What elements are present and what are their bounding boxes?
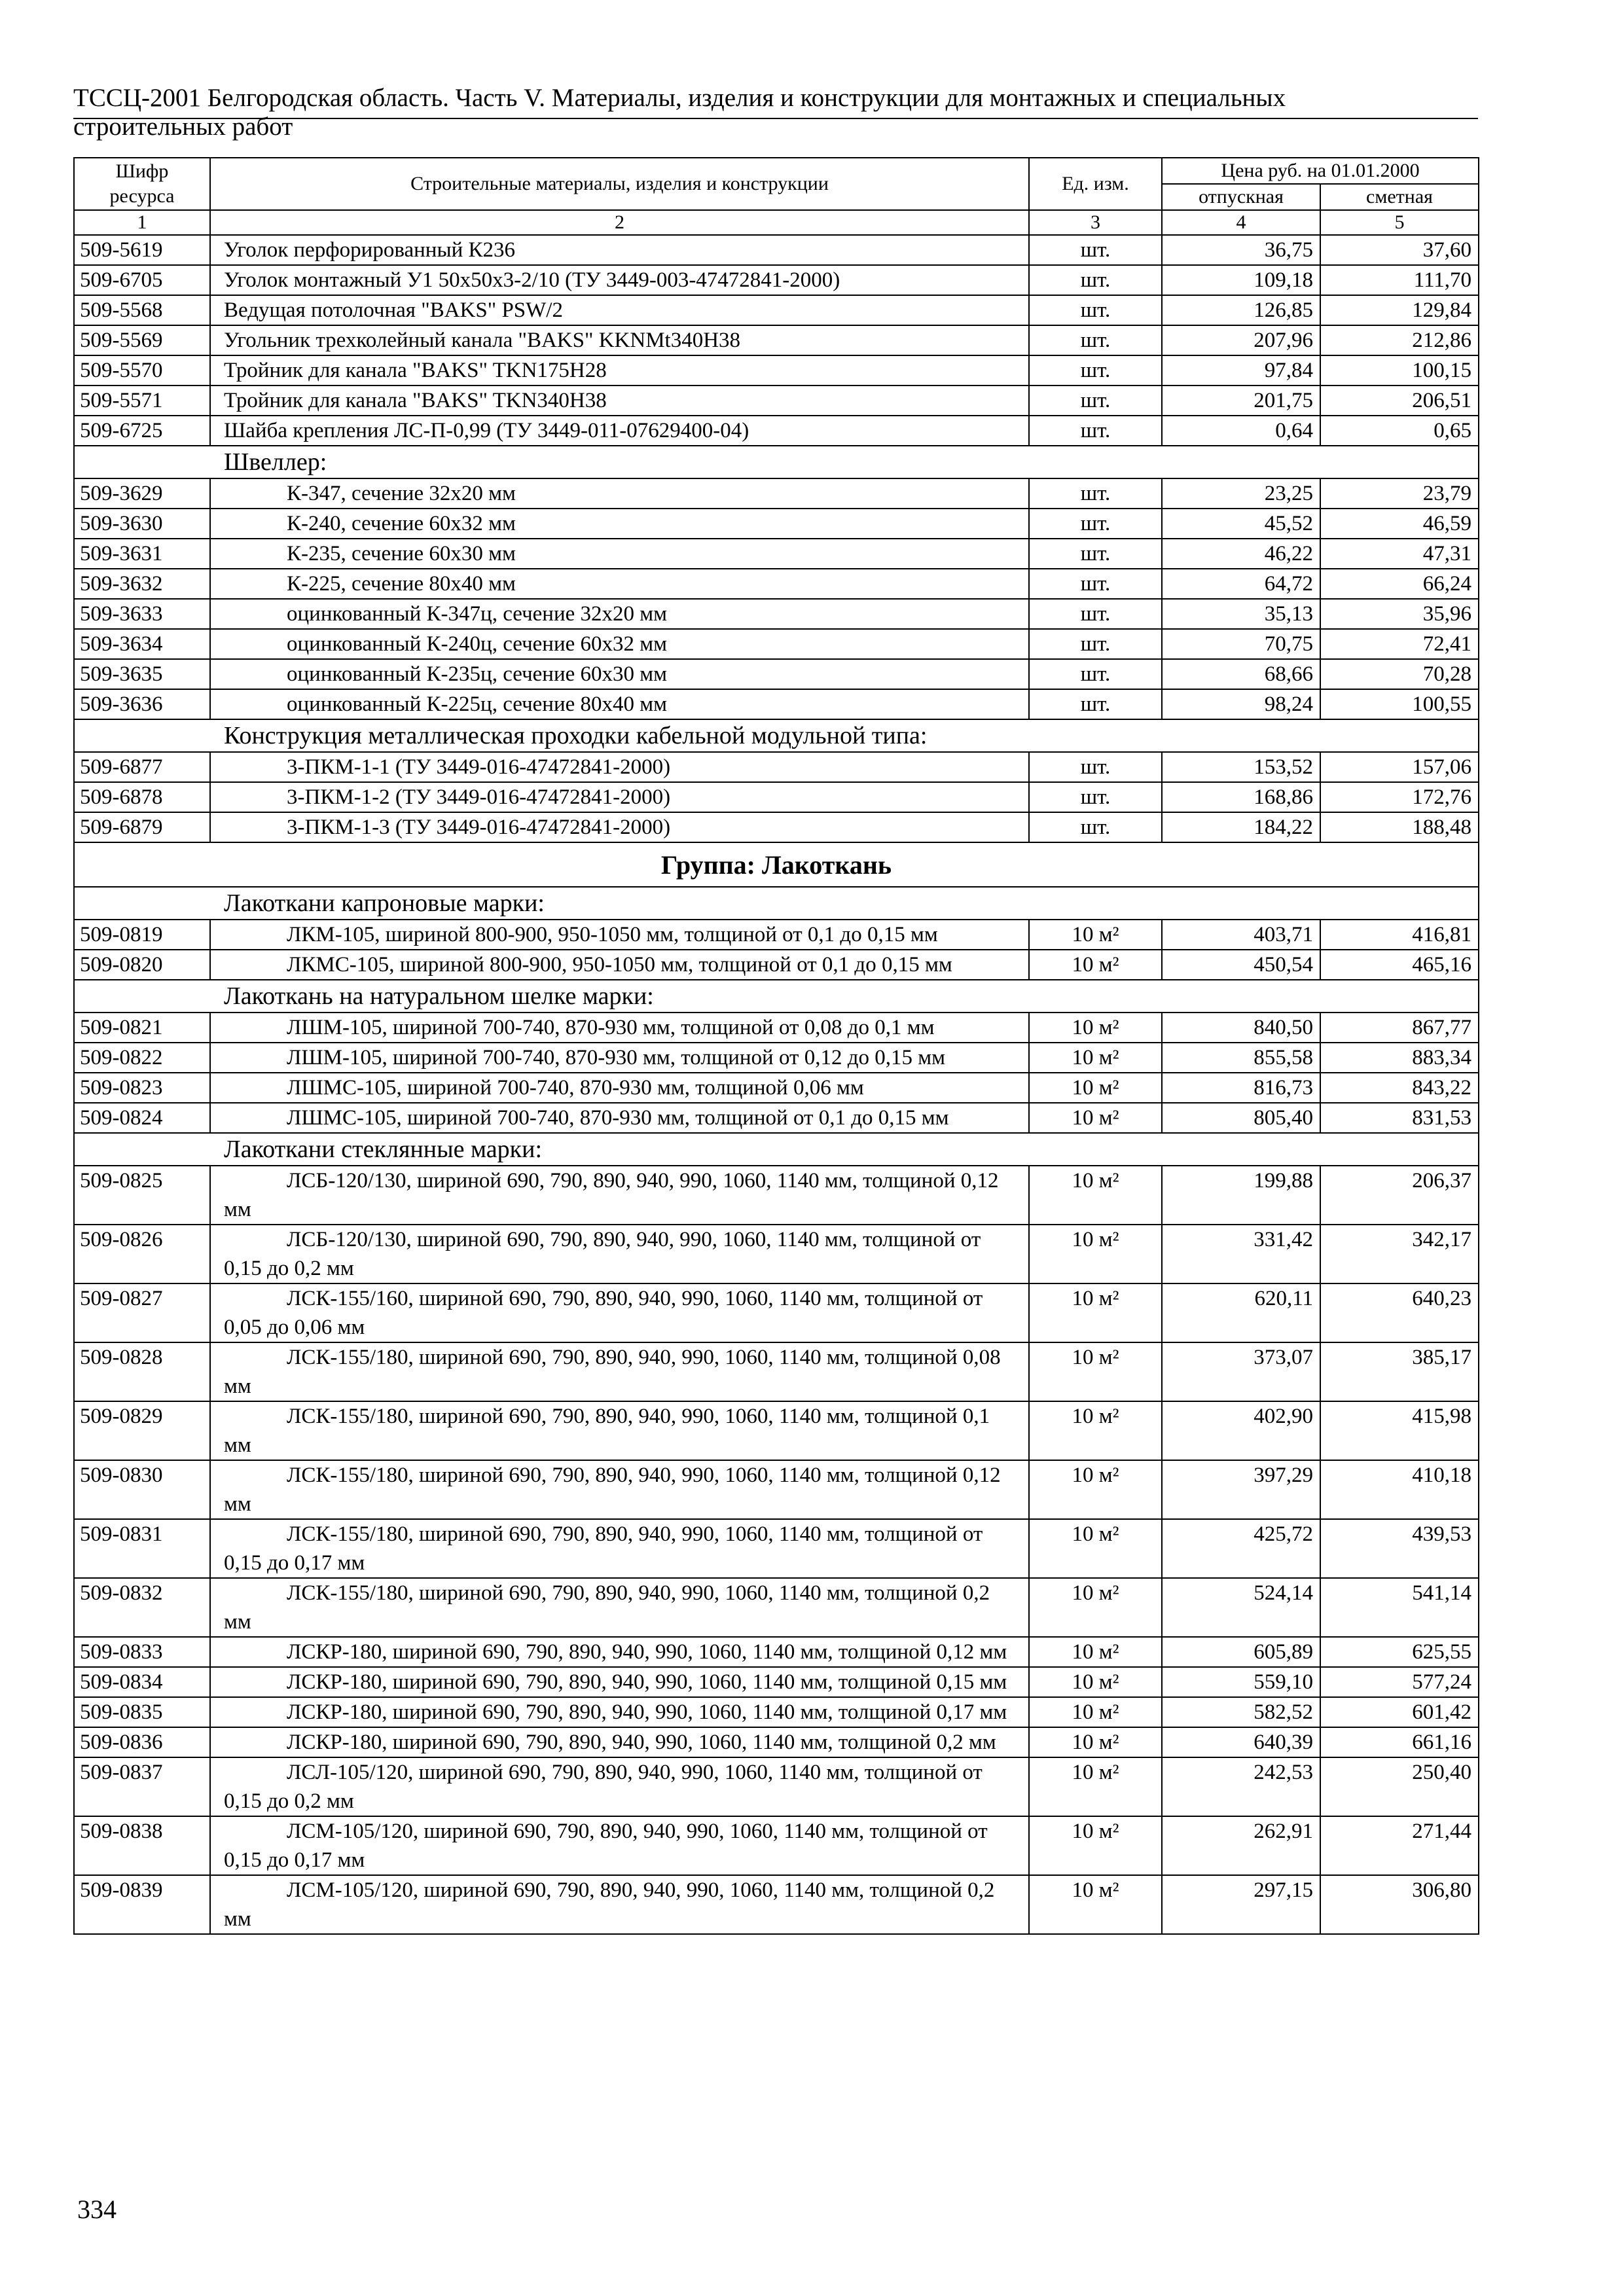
price-release: 98,24 bbox=[1162, 689, 1320, 719]
unit-of-measure: шт. bbox=[1029, 629, 1162, 659]
price-release: 524,14 bbox=[1162, 1578, 1320, 1637]
price-release: 331,42 bbox=[1162, 1225, 1320, 1283]
unit-of-measure: шт. bbox=[1029, 752, 1162, 782]
price-estimate: 415,98 bbox=[1320, 1401, 1479, 1460]
material-name: ЛСК-155/180, шириной 690, 790, 890, 940, 990, 1060, 1140 мм, толщиной 0,12 мм bbox=[210, 1460, 1029, 1519]
price-estimate: 23,79 bbox=[1320, 478, 1479, 509]
resource-code: 509-0824 bbox=[74, 1103, 210, 1133]
price-release: 402,90 bbox=[1162, 1401, 1320, 1460]
price-release: 45,52 bbox=[1162, 509, 1320, 539]
material-name: оцинкованный К-347ц, сечение 32х20 мм bbox=[210, 599, 1029, 629]
table-body bbox=[74, 235, 1479, 1934]
table-row bbox=[74, 1013, 1479, 1043]
resource-code: 509-0836 bbox=[74, 1727, 210, 1757]
unit-of-measure: 10 м² bbox=[1029, 950, 1162, 980]
material-name: 3-ПКМ-1-3 (ТУ 3449-016-47472841-2000) bbox=[210, 812, 1029, 842]
table-row bbox=[74, 1757, 1479, 1816]
material-name: 3-ПКМ-1-1 (ТУ 3449-016-47472841-2000) bbox=[210, 752, 1029, 782]
unit-of-measure: 10 м² bbox=[1029, 1637, 1162, 1667]
price-release: 109,18 bbox=[1162, 265, 1320, 295]
price-estimate: 72,41 bbox=[1320, 629, 1479, 659]
material-name: ЛСК-155/180, шириной 690, 790, 890, 940, 990, 1060, 1140 мм, толщиной 0,1 мм bbox=[210, 1401, 1029, 1460]
table-row bbox=[74, 1697, 1479, 1727]
price-release: 70,75 bbox=[1162, 629, 1320, 659]
material-name: ЛКМ-105, шириной 800-900, 950-1050 мм, толщиной от 0,1 до 0,15 мм bbox=[210, 920, 1029, 950]
resource-code: 509-6705 bbox=[74, 265, 210, 295]
price-estimate: 541,14 bbox=[1320, 1578, 1479, 1637]
group-row bbox=[74, 842, 1479, 887]
price-estimate: 831,53 bbox=[1320, 1103, 1479, 1133]
unit-of-measure: шт. bbox=[1029, 599, 1162, 629]
table-row bbox=[74, 629, 1479, 659]
unit-of-measure: шт. bbox=[1029, 539, 1162, 569]
subgroup-title: Конструкция металлическая проходки кабельной модульной типа: bbox=[74, 719, 1479, 752]
unit-of-measure: 10 м² bbox=[1029, 1578, 1162, 1637]
unit-of-measure: шт. bbox=[1029, 325, 1162, 355]
unit-of-measure: 10 м² bbox=[1029, 1013, 1162, 1043]
resource-code: 509-5619 bbox=[74, 235, 210, 265]
price-release: 425,72 bbox=[1162, 1519, 1320, 1578]
unit-of-measure: 10 м² bbox=[1029, 1460, 1162, 1519]
resource-code: 509-0822 bbox=[74, 1043, 210, 1073]
material-name: Шайба крепления ЛС-П-0,99 (ТУ 3449-011-07629400-04) bbox=[210, 416, 1029, 446]
header-rule bbox=[73, 118, 1478, 119]
column-number: 4 bbox=[1162, 210, 1320, 235]
material-name: ЛСЛ-105/120, шириной 690, 790, 890, 940, 990, 1060, 1140 мм, толщиной от 0,15 до 0,2 мм bbox=[210, 1757, 1029, 1816]
resource-code: 509-5570 bbox=[74, 355, 210, 386]
price-estimate: 439,53 bbox=[1320, 1519, 1479, 1578]
price-release: 559,10 bbox=[1162, 1667, 1320, 1697]
price-release: 373,07 bbox=[1162, 1342, 1320, 1401]
resource-code: 509-5571 bbox=[74, 386, 210, 416]
resource-code: 509-0830 bbox=[74, 1460, 210, 1519]
table-row bbox=[74, 1727, 1479, 1757]
material-name: Уголок перфорированный К236 bbox=[210, 235, 1029, 265]
resource-code: 509-6879 bbox=[74, 812, 210, 842]
price-estimate: 70,28 bbox=[1320, 659, 1479, 689]
table-header-row bbox=[74, 158, 1479, 184]
table-row bbox=[74, 1578, 1479, 1637]
material-name: ЛСК-155/160, шириной 690, 790, 890, 940, 990, 1060, 1140 мм, толщиной от 0,05 до 0,06 мм bbox=[210, 1283, 1029, 1342]
price-release: 35,13 bbox=[1162, 599, 1320, 629]
subgroup-row bbox=[74, 446, 1479, 478]
price-table bbox=[73, 157, 1479, 1935]
resource-code: 509-0829 bbox=[74, 1401, 210, 1460]
unit-of-measure: шт. bbox=[1029, 782, 1162, 812]
table-row bbox=[74, 812, 1479, 842]
price-release: 64,72 bbox=[1162, 569, 1320, 599]
resource-code: 509-3630 bbox=[74, 509, 210, 539]
table-row bbox=[74, 235, 1479, 265]
price-estimate: 46,59 bbox=[1320, 509, 1479, 539]
material-name: ЛСКР-180, шириной 690, 790, 890, 940, 990, 1060, 1140 мм, толщиной 0,17 мм bbox=[210, 1697, 1029, 1727]
resource-code: 509-3629 bbox=[74, 478, 210, 509]
unit-of-measure: 10 м² bbox=[1029, 1667, 1162, 1697]
price-release: 855,58 bbox=[1162, 1043, 1320, 1073]
price-release: 153,52 bbox=[1162, 752, 1320, 782]
price-release: 297,15 bbox=[1162, 1875, 1320, 1934]
price-release: 199,88 bbox=[1162, 1166, 1320, 1225]
table-row bbox=[74, 539, 1479, 569]
resource-code: 509-0821 bbox=[74, 1013, 210, 1043]
table-row bbox=[74, 1073, 1479, 1103]
material-name: оцинкованный К-225ц, сечение 80х40 мм bbox=[210, 689, 1029, 719]
price-estimate: 47,31 bbox=[1320, 539, 1479, 569]
table-row bbox=[74, 1225, 1479, 1283]
price-estimate: 37,60 bbox=[1320, 235, 1479, 265]
price-release: 620,11 bbox=[1162, 1283, 1320, 1342]
resource-code: 509-0826 bbox=[74, 1225, 210, 1283]
price-estimate: 306,80 bbox=[1320, 1875, 1479, 1934]
resource-code: 509-0825 bbox=[74, 1166, 210, 1225]
unit-of-measure: 10 м² bbox=[1029, 1073, 1162, 1103]
unit-of-measure: шт. bbox=[1029, 386, 1162, 416]
price-release: 640,39 bbox=[1162, 1727, 1320, 1757]
price-estimate: 601,42 bbox=[1320, 1697, 1479, 1727]
unit-of-measure: 10 м² bbox=[1029, 1757, 1162, 1816]
subgroup-title: Лакоткани капроновые марки: bbox=[74, 887, 1479, 920]
header-code: Шифр ресурса bbox=[74, 158, 210, 210]
table-row bbox=[74, 950, 1479, 980]
table-row bbox=[74, 1667, 1479, 1697]
price-estimate: 188,48 bbox=[1320, 812, 1479, 842]
table-row bbox=[74, 1103, 1479, 1133]
header-price-estimate: сметная bbox=[1320, 184, 1479, 210]
price-release: 0,64 bbox=[1162, 416, 1320, 446]
column-number: 3 bbox=[1029, 210, 1162, 235]
table-row bbox=[74, 1816, 1479, 1875]
subgroup-title: Лакоткани стеклянные марки: bbox=[74, 1133, 1479, 1166]
table-row bbox=[74, 1519, 1479, 1578]
unit-of-measure: 10 м² bbox=[1029, 920, 1162, 950]
unit-of-measure: шт. bbox=[1029, 812, 1162, 842]
price-estimate: 0,65 bbox=[1320, 416, 1479, 446]
unit-of-measure: шт. bbox=[1029, 689, 1162, 719]
resource-code: 509-0831 bbox=[74, 1519, 210, 1578]
table-row bbox=[74, 1460, 1479, 1519]
unit-of-measure: 10 м² bbox=[1029, 1697, 1162, 1727]
price-estimate: 100,15 bbox=[1320, 355, 1479, 386]
material-name: ЛСК-155/180, шириной 690, 790, 890, 940, 990, 1060, 1140 мм, толщиной 0,08 мм bbox=[210, 1342, 1029, 1401]
resource-code: 509-5568 bbox=[74, 295, 210, 325]
material-name: ЛСМ-105/120, шириной 690, 790, 890, 940, 990, 1060, 1140 мм, толщиной от 0,15 до 0,17 мм bbox=[210, 1816, 1029, 1875]
price-estimate: 465,16 bbox=[1320, 950, 1479, 980]
unit-of-measure: 10 м² bbox=[1029, 1519, 1162, 1578]
page-number: 334 bbox=[77, 2195, 117, 2224]
subgroup-row bbox=[74, 887, 1479, 920]
column-number: 1 bbox=[74, 210, 210, 235]
price-release: 605,89 bbox=[1162, 1637, 1320, 1667]
material-name: ЛШМ-105, шириной 700-740, 870-930 мм, толщиной от 0,12 до 0,15 мм bbox=[210, 1043, 1029, 1073]
material-name: К-235, сечение 60х30 мм bbox=[210, 539, 1029, 569]
document-header bbox=[73, 84, 1478, 141]
column-number: 5 bbox=[1320, 210, 1479, 235]
price-release: 36,75 bbox=[1162, 235, 1320, 265]
price-estimate: 100,55 bbox=[1320, 689, 1479, 719]
resource-code: 509-0834 bbox=[74, 1667, 210, 1697]
price-release: 840,50 bbox=[1162, 1013, 1320, 1043]
price-release: 46,22 bbox=[1162, 539, 1320, 569]
price-estimate: 577,24 bbox=[1320, 1667, 1479, 1697]
material-name: ЛСМ-105/120, шириной 690, 790, 890, 940, 990, 1060, 1140 мм, толщиной 0,2 мм bbox=[210, 1875, 1029, 1934]
header-name: Строительные материалы, изделия и конструкции bbox=[210, 158, 1029, 210]
unit-of-measure: 10 м² bbox=[1029, 1043, 1162, 1073]
price-estimate: 206,37 bbox=[1320, 1166, 1479, 1225]
price-release: 582,52 bbox=[1162, 1697, 1320, 1727]
table-row bbox=[74, 920, 1479, 950]
resource-code: 509-0823 bbox=[74, 1073, 210, 1103]
unit-of-measure: шт. bbox=[1029, 235, 1162, 265]
price-release: 207,96 bbox=[1162, 325, 1320, 355]
table-row bbox=[74, 416, 1479, 446]
resource-code: 509-6725 bbox=[74, 416, 210, 446]
price-release: 126,85 bbox=[1162, 295, 1320, 325]
resource-code: 509-3636 bbox=[74, 689, 210, 719]
subgroup-row bbox=[74, 980, 1479, 1013]
column-number: 2 bbox=[210, 210, 1029, 235]
unit-of-measure: шт. bbox=[1029, 295, 1162, 325]
table-row bbox=[74, 325, 1479, 355]
price-estimate: 867,77 bbox=[1320, 1013, 1479, 1043]
material-name: К-225, сечение 80х40 мм bbox=[210, 569, 1029, 599]
material-name: ЛШМ-105, шириной 700-740, 870-930 мм, толщиной от 0,08 до 0,1 мм bbox=[210, 1013, 1029, 1043]
price-estimate: 212,86 bbox=[1320, 325, 1479, 355]
price-release: 242,53 bbox=[1162, 1757, 1320, 1816]
header-unit: Ед. изм. bbox=[1029, 158, 1162, 210]
material-name: Угольник трехколейный канала "BAKS" KKNMt340H38 bbox=[210, 325, 1029, 355]
subgroup-row bbox=[74, 1133, 1479, 1166]
resource-code: 509-0820 bbox=[74, 950, 210, 980]
material-name: ЛСК-155/180, шириной 690, 790, 890, 940, 990, 1060, 1140 мм, толщиной от 0,15 до 0,17 мм bbox=[210, 1519, 1029, 1578]
material-name: ЛСКР-180, шириной 690, 790, 890, 940, 990, 1060, 1140 мм, толщиной 0,15 мм bbox=[210, 1667, 1029, 1697]
price-release: 168,86 bbox=[1162, 782, 1320, 812]
material-name: ЛСБ-120/130, шириной 690, 790, 890, 940, 990, 1060, 1140 мм, толщиной от 0,15 до 0,2 мм bbox=[210, 1225, 1029, 1283]
table-row bbox=[74, 599, 1479, 629]
price-release: 816,73 bbox=[1162, 1073, 1320, 1103]
resource-code: 509-6878 bbox=[74, 782, 210, 812]
resource-code: 509-0819 bbox=[74, 920, 210, 950]
resource-code: 509-0827 bbox=[74, 1283, 210, 1342]
resource-code: 509-3635 bbox=[74, 659, 210, 689]
price-release: 403,71 bbox=[1162, 920, 1320, 950]
material-name: ЛКМС-105, шириной 800-900, 950-1050 мм, толщиной от 0,1 до 0,15 мм bbox=[210, 950, 1029, 980]
table-row bbox=[74, 1637, 1479, 1667]
table-row bbox=[74, 1166, 1479, 1225]
price-release: 23,25 bbox=[1162, 478, 1320, 509]
table-row bbox=[74, 1875, 1479, 1934]
unit-of-measure: шт. bbox=[1029, 478, 1162, 509]
unit-of-measure: 10 м² bbox=[1029, 1103, 1162, 1133]
table-row bbox=[74, 295, 1479, 325]
price-estimate: 271,44 bbox=[1320, 1816, 1479, 1875]
subgroup-row bbox=[74, 719, 1479, 752]
unit-of-measure: шт. bbox=[1029, 509, 1162, 539]
price-estimate: 416,81 bbox=[1320, 920, 1479, 950]
unit-of-measure: 10 м² bbox=[1029, 1401, 1162, 1460]
material-name: Тройник для канала "BAKS" TKN340H38 bbox=[210, 386, 1029, 416]
price-release: 450,54 bbox=[1162, 950, 1320, 980]
price-release: 262,91 bbox=[1162, 1816, 1320, 1875]
resource-code: 509-0839 bbox=[74, 1875, 210, 1934]
table-row bbox=[74, 1401, 1479, 1460]
material-name: ЛСКР-180, шириной 690, 790, 890, 940, 990, 1060, 1140 мм, толщиной 0,2 мм bbox=[210, 1727, 1029, 1757]
unit-of-measure: шт. bbox=[1029, 569, 1162, 599]
price-release: 201,75 bbox=[1162, 386, 1320, 416]
group-title: Группа: Лакоткань bbox=[74, 842, 1479, 887]
price-estimate: 843,22 bbox=[1320, 1073, 1479, 1103]
price-estimate: 172,76 bbox=[1320, 782, 1479, 812]
table-row bbox=[74, 782, 1479, 812]
unit-of-measure: шт. bbox=[1029, 265, 1162, 295]
unit-of-measure: 10 м² bbox=[1029, 1283, 1162, 1342]
material-name: 3-ПКМ-1-2 (ТУ 3449-016-47472841-2000) bbox=[210, 782, 1029, 812]
subgroup-title: Лакоткань на натуральном шелке марки: bbox=[74, 980, 1479, 1013]
price-release: 397,29 bbox=[1162, 1460, 1320, 1519]
table-row bbox=[74, 509, 1479, 539]
unit-of-measure: 10 м² bbox=[1029, 1166, 1162, 1225]
table-row bbox=[74, 689, 1479, 719]
material-name: К-240, сечение 60х32 мм bbox=[210, 509, 1029, 539]
table-row bbox=[74, 478, 1479, 509]
resource-code: 509-3634 bbox=[74, 629, 210, 659]
resource-code: 509-0837 bbox=[74, 1757, 210, 1816]
table-row bbox=[74, 355, 1479, 386]
table-row bbox=[74, 265, 1479, 295]
unit-of-measure: 10 м² bbox=[1029, 1727, 1162, 1757]
resource-code: 509-0838 bbox=[74, 1816, 210, 1875]
price-estimate: 206,51 bbox=[1320, 386, 1479, 416]
unit-of-measure: 10 м² bbox=[1029, 1225, 1162, 1283]
material-name: Тройник для канала "BAKS" TKN175H28 bbox=[210, 355, 1029, 386]
material-name: ЛСК-155/180, шириной 690, 790, 890, 940, 990, 1060, 1140 мм, толщиной 0,2 мм bbox=[210, 1578, 1029, 1637]
material-name: ЛШМС-105, шириной 700-740, 870-930 мм, толщиной от 0,1 до 0,15 мм bbox=[210, 1103, 1029, 1133]
unit-of-measure: 10 м² bbox=[1029, 1342, 1162, 1401]
header-price-release: отпускная bbox=[1162, 184, 1320, 210]
material-name: Уголок монтажный У1 50х50х3-2/10 (ТУ 3449-003-47472841-2000) bbox=[210, 265, 1029, 295]
table-row bbox=[74, 1342, 1479, 1401]
table-row bbox=[74, 569, 1479, 599]
price-estimate: 883,34 bbox=[1320, 1043, 1479, 1073]
price-release: 805,40 bbox=[1162, 1103, 1320, 1133]
price-estimate: 111,70 bbox=[1320, 265, 1479, 295]
resource-code: 509-0828 bbox=[74, 1342, 210, 1401]
table-row bbox=[74, 386, 1479, 416]
material-name: ЛШМС-105, шириной 700-740, 870-930 мм, толщиной 0,06 мм bbox=[210, 1073, 1029, 1103]
subgroup-title: Швеллер: bbox=[74, 446, 1479, 478]
resource-code: 509-3632 bbox=[74, 569, 210, 599]
resource-code: 509-0833 bbox=[74, 1637, 210, 1667]
price-estimate: 625,55 bbox=[1320, 1637, 1479, 1667]
unit-of-measure: 10 м² bbox=[1029, 1875, 1162, 1934]
material-name: оцинкованный К-240ц, сечение 60х32 мм bbox=[210, 629, 1029, 659]
material-name: К-347, сечение 32х20 мм bbox=[210, 478, 1029, 509]
material-name: ЛСБ-120/130, шириной 690, 790, 890, 940, 990, 1060, 1140 мм, толщиной 0,12 мм bbox=[210, 1166, 1029, 1225]
price-estimate: 342,17 bbox=[1320, 1225, 1479, 1283]
price-estimate: 66,24 bbox=[1320, 569, 1479, 599]
price-estimate: 410,18 bbox=[1320, 1460, 1479, 1519]
header-line-2: строительных работ bbox=[73, 113, 293, 141]
price-estimate: 129,84 bbox=[1320, 295, 1479, 325]
price-estimate: 35,96 bbox=[1320, 599, 1479, 629]
price-estimate: 157,06 bbox=[1320, 752, 1479, 782]
material-name: оцинкованный К-235ц, сечение 60х30 мм bbox=[210, 659, 1029, 689]
table-row bbox=[74, 752, 1479, 782]
price-release: 97,84 bbox=[1162, 355, 1320, 386]
resource-code: 509-5569 bbox=[74, 325, 210, 355]
resource-code: 509-0835 bbox=[74, 1697, 210, 1727]
price-estimate: 661,16 bbox=[1320, 1727, 1479, 1757]
resource-code: 509-0832 bbox=[74, 1578, 210, 1637]
table-row bbox=[74, 1283, 1479, 1342]
table-row bbox=[74, 1043, 1479, 1073]
unit-of-measure: шт. bbox=[1029, 416, 1162, 446]
header-price: Цена руб. на 01.01.2000 bbox=[1162, 158, 1479, 184]
resource-code: 509-6877 bbox=[74, 752, 210, 782]
resource-code: 509-3631 bbox=[74, 539, 210, 569]
price-release: 184,22 bbox=[1162, 812, 1320, 842]
resource-code: 509-3633 bbox=[74, 599, 210, 629]
material-name: Ведущая потолочная "BAKS" PSW/2 bbox=[210, 295, 1029, 325]
price-release: 68,66 bbox=[1162, 659, 1320, 689]
price-estimate: 250,40 bbox=[1320, 1757, 1479, 1816]
unit-of-measure: шт. bbox=[1029, 659, 1162, 689]
price-estimate: 640,23 bbox=[1320, 1283, 1479, 1342]
unit-of-measure: 10 м² bbox=[1029, 1816, 1162, 1875]
table-row bbox=[74, 659, 1479, 689]
column-numbers-row bbox=[74, 210, 1479, 235]
price-estimate: 385,17 bbox=[1320, 1342, 1479, 1401]
header-line-1: ТССЦ-2001 Белгородская область. Часть V. Материалы, изделия и конструкции для монтажных и специальных bbox=[73, 84, 1286, 112]
unit-of-measure: шт. bbox=[1029, 355, 1162, 386]
material-name: ЛСКР-180, шириной 690, 790, 890, 940, 990, 1060, 1140 мм, толщиной 0,12 мм bbox=[210, 1637, 1029, 1667]
